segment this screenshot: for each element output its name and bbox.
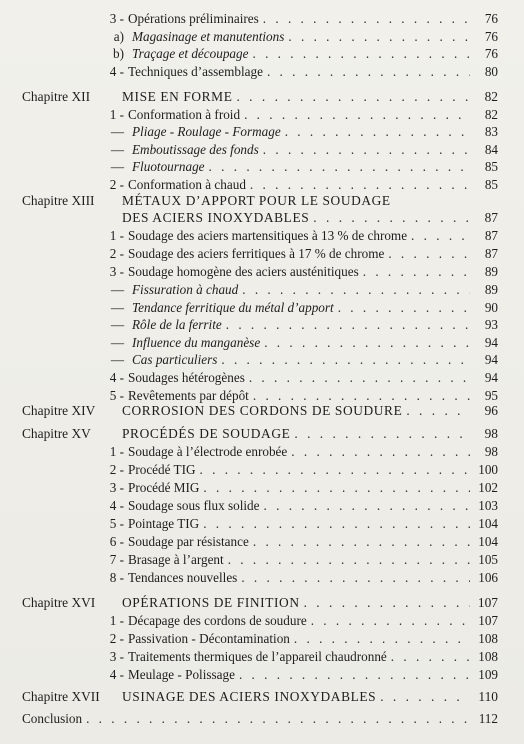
entry-number: 5 -	[109, 388, 124, 403]
page-number: 93	[484, 317, 498, 332]
page-number: 98	[484, 426, 498, 441]
page-number: 83	[484, 124, 498, 139]
entry-title: Traçage et découpage	[132, 46, 249, 61]
entry-number: a)	[113, 29, 124, 44]
toc-chapter-entry[interactable]	[22, 402, 498, 420]
toc-section-entry[interactable]	[22, 533, 498, 551]
toc-section-entry[interactable]	[22, 569, 498, 587]
entry-number: 7 -	[109, 552, 124, 567]
entry-title: Opérations préliminaires	[128, 11, 259, 26]
toc-section-entry[interactable]	[22, 612, 498, 630]
toc-chapter-entry[interactable]	[22, 209, 498, 227]
leader-dots	[285, 123, 470, 141]
page-number: 105	[478, 552, 498, 567]
entry-title: Soudage par résistance	[128, 534, 249, 549]
entry-number: 5 -	[109, 516, 124, 531]
leader-dots	[294, 630, 470, 648]
leader-dots	[263, 141, 470, 159]
entry-title: Soudage sous flux solide	[128, 498, 260, 513]
page-number: 94	[484, 335, 498, 350]
toc-section-entry[interactable]	[22, 10, 498, 28]
toc-section-entry[interactable]	[22, 369, 498, 387]
chapter-number: Chapitre XIII	[22, 193, 95, 208]
page-number: 76	[484, 46, 498, 61]
toc-section-entry[interactable]	[22, 227, 498, 245]
toc-chapter-entry[interactable]	[22, 594, 498, 612]
toc-section-entry[interactable]	[22, 461, 498, 479]
page-number: 96	[484, 403, 498, 418]
toc-subsection-entry[interactable]	[22, 28, 498, 46]
entry-title: Fluotournage	[132, 159, 205, 174]
entry-title: Cas particuliers	[132, 352, 218, 367]
leader-dots	[86, 710, 470, 728]
entry-title: Traitements thermiques de l’appareil chaudronné	[128, 649, 387, 664]
toc-subsection-entry[interactable]	[22, 281, 498, 299]
page-number: 76	[484, 11, 498, 26]
entry-title: Soudages hétérogènes	[128, 370, 245, 385]
leader-dots	[406, 402, 470, 420]
entry-number: 1 -	[109, 107, 124, 122]
entry-number: 3 -	[109, 264, 124, 279]
entry-title: Procédé TIG	[128, 462, 196, 477]
toc-section-entry[interactable]	[22, 515, 498, 533]
entry-number: 1 -	[109, 444, 124, 459]
page-number: 107	[478, 613, 498, 628]
entry-number: b)	[113, 46, 124, 61]
leader-dots	[249, 369, 470, 387]
entry-number: —	[110, 352, 124, 367]
toc-chapter-entry[interactable]	[22, 192, 498, 210]
page-number: 112	[478, 711, 498, 726]
leader-dots	[239, 666, 470, 684]
leader-dots	[391, 648, 470, 666]
chapter-title: MÉTAUX D’APPORT POUR LE SOUDAGE	[122, 193, 391, 208]
entry-number: 3 -	[109, 480, 124, 495]
page-number: 94	[484, 370, 498, 385]
leader-dots	[363, 263, 470, 281]
leader-dots	[236, 88, 470, 106]
chapter-title: USINAGE DES ACIERS INOXYDABLES	[122, 689, 377, 704]
leader-dots	[209, 158, 470, 176]
entry-title: Pointage TIG	[128, 516, 200, 531]
leader-dots	[228, 551, 470, 569]
entry-title: Passivation - Décontamination	[128, 631, 290, 646]
entry-number: 2 -	[109, 631, 124, 646]
leader-dots	[288, 28, 470, 46]
entry-title: Revêtements par dépôt	[128, 388, 249, 403]
page-number: 109	[478, 667, 498, 682]
entry-number: 4 -	[109, 498, 124, 513]
chapter-number: Chapitre XV	[22, 426, 91, 441]
leader-dots	[263, 10, 470, 28]
chapter-title: MISE EN FORME	[122, 89, 233, 104]
toc-subsection-entry[interactable]	[22, 45, 498, 63]
page-number: 94	[484, 352, 498, 367]
entry-title: Conformation à froid	[128, 107, 241, 122]
toc-subsection-entry[interactable]	[22, 316, 498, 334]
leader-dots	[242, 281, 470, 299]
chapter-title: PROCÉDÉS DE SOUDAGE	[122, 426, 291, 441]
page-number: 89	[484, 264, 498, 279]
leader-dots	[380, 688, 470, 706]
toc-section-entry[interactable]	[22, 630, 498, 648]
entry-title: Magasinage et manutentions	[132, 29, 285, 44]
chapter-number: Chapitre XVI	[22, 595, 96, 610]
page-number: 95	[484, 388, 498, 403]
entry-number: 3 -	[109, 649, 124, 664]
toc-subsection-entry[interactable]	[22, 351, 498, 369]
toc-section-entry[interactable]	[22, 551, 498, 569]
page-number: 84	[484, 142, 498, 157]
toc-section-entry[interactable]	[22, 263, 498, 281]
entry-title: Pliage - Roulage - Formage	[132, 124, 281, 139]
toc-section-entry[interactable]	[22, 443, 498, 461]
page-number: 106	[478, 570, 498, 585]
leader-dots	[200, 461, 470, 479]
leader-dots	[411, 227, 470, 245]
entry-title: Soudage homogène des aciers austénitiques	[128, 264, 359, 279]
toc-section-entry[interactable]	[22, 63, 498, 81]
entry-number: —	[110, 142, 124, 157]
leader-dots	[264, 497, 470, 515]
leader-dots	[253, 533, 470, 551]
entry-title: Rôle de la ferrite	[132, 317, 222, 332]
leader-dots	[221, 351, 470, 369]
entry-number: —	[110, 282, 124, 297]
entry-number: —	[110, 159, 124, 174]
entry-title: Tendances nouvelles	[128, 570, 238, 585]
entry-title: Soudage à l’électrode enrobée	[128, 444, 288, 459]
leader-dots	[267, 63, 470, 81]
page-number: 98	[484, 444, 498, 459]
page-number: 89	[484, 282, 498, 297]
entry-title: Décapage des cordons de soudure	[128, 613, 307, 628]
page-number: 85	[484, 177, 498, 192]
entry-number: 6 -	[109, 534, 124, 549]
page-number: 82	[484, 89, 498, 104]
toc-section-entry[interactable]	[22, 666, 498, 684]
toc-chapter-entry[interactable]	[22, 688, 498, 706]
page-number: 108	[478, 649, 498, 664]
entry-number: 4 -	[109, 370, 124, 385]
page-number: 87	[484, 246, 498, 261]
page-number: 108	[478, 631, 498, 646]
toc-subsection-entry[interactable]	[22, 299, 498, 317]
leader-dots	[311, 612, 470, 630]
entry-number: —	[110, 317, 124, 332]
entry-number: —	[110, 300, 124, 315]
toc-section-entry[interactable]	[22, 497, 498, 515]
page-number: 110	[478, 689, 498, 704]
page-number: 100	[478, 462, 498, 477]
leader-dots	[244, 106, 470, 124]
leader-dots	[226, 316, 470, 334]
leader-dots	[291, 443, 470, 461]
entry-number: 1 -	[109, 613, 124, 628]
entry-number: —	[110, 124, 124, 139]
leader-dots	[203, 479, 470, 497]
entry-title: Conclusion	[22, 711, 83, 726]
entry-title: Techniques d’assemblage	[128, 64, 263, 79]
entry-number: 2 -	[109, 246, 124, 261]
toc-subsection-entry[interactable]	[22, 334, 498, 352]
entry-title: Conformation à chaud	[128, 177, 246, 192]
entry-number: —	[110, 335, 124, 350]
leader-dots	[252, 45, 470, 63]
entry-title: Tendance ferritique du métal d’apport	[132, 300, 334, 315]
page-number: 90	[484, 300, 498, 315]
page-number: 85	[484, 159, 498, 174]
chapter-title: CORROSION DES CORDONS DE SOUDURE	[122, 403, 403, 418]
entry-title: Meulage - Polissage	[128, 667, 235, 682]
entry-number: 8 -	[109, 570, 124, 585]
leader-dots	[241, 569, 470, 587]
entry-title: Soudage des aciers ferritiques à 17 % de chrome	[128, 246, 385, 261]
entry-number: 4 -	[109, 667, 124, 682]
chapter-number: Chapitre XVII	[22, 689, 100, 704]
toc-chapter-entry[interactable]	[22, 88, 498, 106]
toc-section-entry[interactable]	[22, 106, 498, 124]
page-number: 104	[478, 534, 498, 549]
leader-dots	[203, 515, 470, 533]
entry-number: 3 -	[109, 11, 124, 26]
page-number: 87	[484, 228, 498, 243]
entry-title: Emboutissage des fonds	[132, 142, 259, 157]
leader-dots	[294, 425, 470, 443]
leader-dots	[264, 334, 470, 352]
leader-dots	[313, 209, 470, 227]
chapter-title: OPÉRATIONS DE FINITION	[122, 595, 300, 610]
page-number: 104	[478, 516, 498, 531]
page-number: 102	[478, 480, 498, 495]
toc-subsection-entry[interactable]	[22, 123, 498, 141]
toc-section-entry[interactable]	[22, 648, 498, 666]
page-number: 103	[478, 498, 498, 513]
toc-chapter-entry[interactable]	[22, 425, 498, 443]
toc-subsection-entry[interactable]	[22, 158, 498, 176]
toc-conclusion-entry[interactable]	[22, 710, 498, 728]
entry-title: Brasage à l’argent	[128, 552, 224, 567]
toc-section-entry[interactable]	[22, 245, 498, 263]
chapter-number: Chapitre XII	[22, 89, 91, 104]
entry-number: 2 -	[109, 177, 124, 192]
chapter-number: Chapitre XIV	[22, 403, 96, 418]
page-number: 107	[477, 595, 498, 610]
entry-title: Influence du manganèse	[132, 335, 261, 350]
leader-dots	[388, 245, 470, 263]
entry-title: Soudage des aciers martensitiques à 13 % de chrome	[128, 228, 408, 243]
leader-dots	[304, 594, 470, 612]
entry-title: Procédé MIG	[128, 480, 200, 495]
toc-section-entry[interactable]	[22, 479, 498, 497]
entry-number: 4 -	[109, 64, 124, 79]
entry-number: 2 -	[109, 462, 124, 477]
page-number: 87	[484, 210, 498, 225]
toc-subsection-entry[interactable]	[22, 141, 498, 159]
page-number: 76	[484, 29, 498, 44]
entry-number: 1 -	[109, 228, 124, 243]
chapter-title: DES ACIERS INOXYDABLES	[122, 210, 310, 225]
page-number: 82	[484, 107, 498, 122]
page-number: 80	[484, 64, 498, 79]
leader-dots	[338, 299, 470, 317]
entry-title: Fissuration à chaud	[132, 282, 239, 297]
